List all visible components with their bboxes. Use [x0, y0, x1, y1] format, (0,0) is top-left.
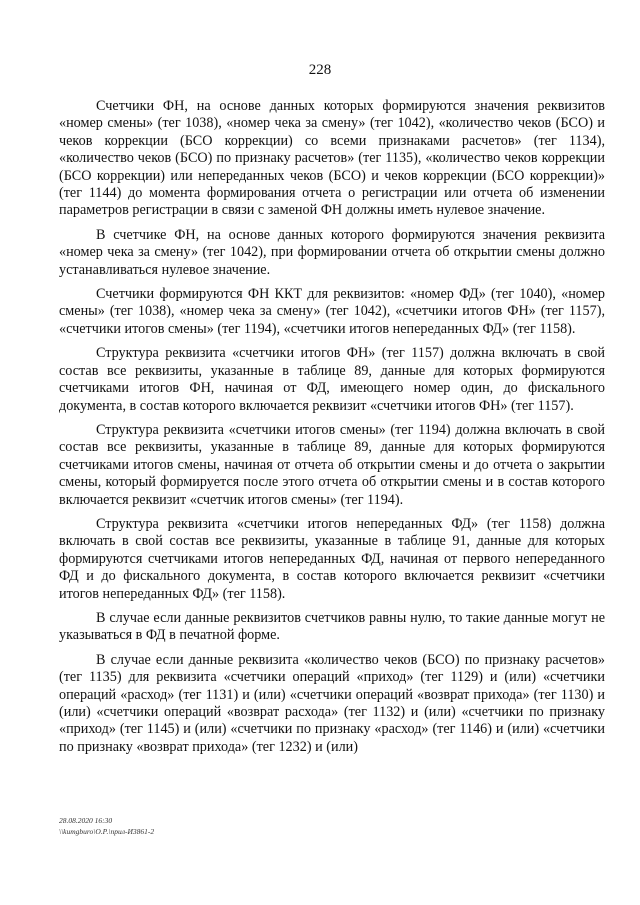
paragraph: В случае если данные реквизита «количество чеков (БСО) по признаку расчетов» (тег 1135) для реквизита «счетчики операций «приход» (тег 1129) и (или) «счетчики операций «расход» (тег 1131) и (или) «счетчики операций «возврат прихода» (тег 1130) и (или) «счетчики операций «возврат расхода» (тег 1132) и (или) «счетчики по признаку «приход» (тег 1145) и (или) «счетчики по признаку «расход» (тег 1146) и (или) «счетчики по признаку «возврат прихода» (тег 1232) и (или) [59, 651, 605, 755]
footer-file-path: \\kumgburo\О.Р.\прил-И3861-2 [59, 827, 155, 836]
footer-date: 28.08.2020 16:30 [59, 816, 113, 825]
paragraph: Счетчики формируются ФН ККТ для реквизитов: «номер ФД» (тег 1040), «номер смены» (тег 1038), «номер чека за смену» (тег 1042), «счетчики итогов ФН» (тег 1157), «счетчики итогов смены» (тег 1194), «счетчики итогов непереданных ФД» (тег 1158). [59, 286, 605, 337]
paragraph: В счетчике ФН, на основе данных которого формируются значения реквизита «номер чека за смену» (тег 1042), при формировании отчета об открытии смены должно устанавливаться нулевое значение. [59, 226, 605, 278]
paragraph: Структура реквизита «счетчики итогов смены» (тег 1194) должна включать в свой состав все реквизиты, указанные в таблице 89, данные для которых формируются счетчиками итогов смены, начиная от отчета об открытии смены и до отчета о закрытии смены, который формируется после этого отчета об открытии смены и в состав которого включается реквизит «счетчик итогов смены» (тег 1194). [59, 421, 605, 508]
document-body [59, 98, 605, 763]
paragraph: Счетчики ФН, на основе данных которых формируются значения реквизитов «номер смены» (тег 1038), «номер чека за смену» (тег 1042), «количество чеков (БСО) и чеков коррекции (БСО коррекции) со всеми признаками расчетов» (тег 1134), «количество чеков (БСО) по признаку расчетов» (тег 1135), «количество чеков коррекции (БСО коррекции) или непереданных чеков (БСО) и чеков коррекции (БСО коррекции)» (тег 1144) до момента формирования отчета о регистрации или отчета об изменении параметров регистрации в связи с заменой ФН должны иметь нулевое значение. [59, 98, 605, 219]
document-footer [59, 815, 154, 837]
paragraph: В случае если данные реквизитов счетчиков равны нулю, то такие данные могут не указываться в ФД в печатной форме. [59, 609, 605, 644]
paragraph: Структура реквизита «счетчики итогов непереданных ФД» (тег 1158) должна включать в свой состав все реквизиты, указанные в таблице 91, данные для которых формируются счетчиками итогов непереданных ФД, начиная от первого непереданного ФД и до фискального документа, в состав которого включается реквизит «счетчики итогов непереданных ФД» (тег 1158). [59, 515, 605, 602]
paragraph: Структура реквизита «счетчики итогов ФН» (тег 1157) должна включать в свой состав все реквизиты, указанные в таблице 89, данные для которых формируются счетчиками итогов ФН, начиная от ФД, имеющего номер один, до фискального документа, в состав которого включается реквизит «счетчики итогов ФН» (тег 1157). [59, 345, 605, 414]
page-number: 228 [308, 62, 332, 78]
